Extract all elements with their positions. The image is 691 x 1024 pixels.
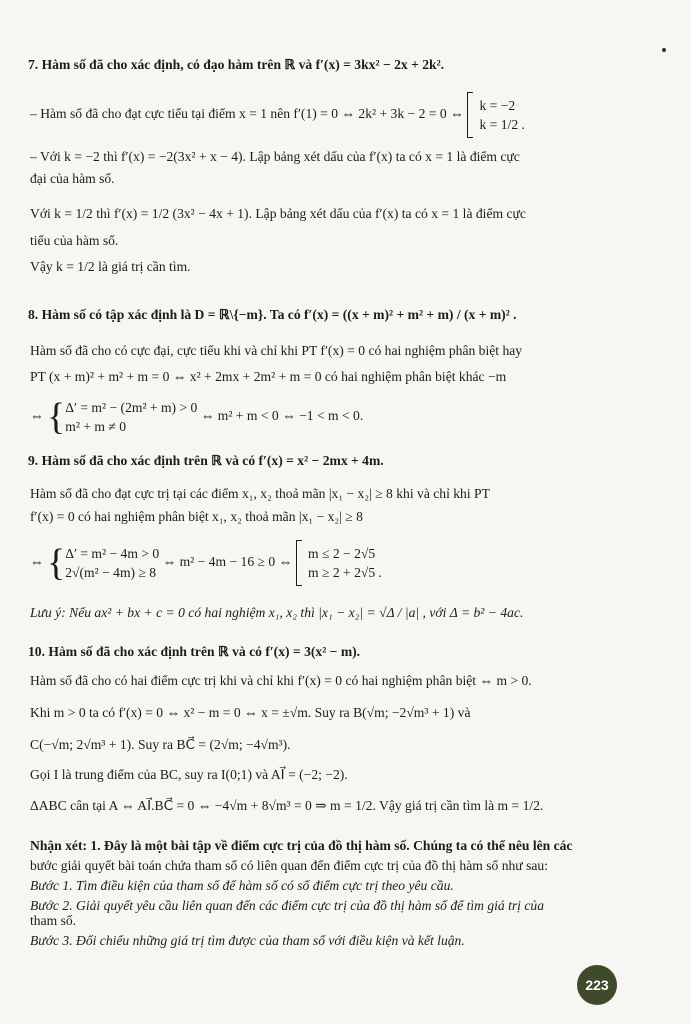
- remark-step1: Bước 1. Tìm điều kiện của tham số để hàm số có số điểm cực trị theo yêu cầu.: [30, 878, 454, 893]
- problem-9-line2: f′(x) = 0 có hai nghiệm phân biệt x₁, x₂ thoả mãn |x₁ − x₂| ≥ 8: [30, 509, 363, 524]
- problem-7-case1: – Với k = −2 thì f′(x) = −2(3x² + x − 4). Lập bảng xét dấu của f′(x) ta có x = 1 là điểm cực: [30, 149, 520, 164]
- problem-7-case1-end: đại của hàm số.: [30, 171, 115, 186]
- problem-7-conclusion: Vậy k = 1/2 là giá trị cần tìm.: [30, 259, 191, 274]
- remark-step2-end: tham số.: [30, 913, 77, 928]
- page-number-badge: 223: [577, 965, 617, 1005]
- problem-8-system: ⇔ {Δ′ = m² − (2m² + m) > 0 m² + m ≠ 0 ⇔ m² + m < 0 ⇔ −1 < m < 0.: [30, 396, 364, 438]
- problem-9-system: ⇔ {Δ′ = m² − 4m > 0 2√(m² − 4m) ≥ 8 ⇔ m² − 4m − 16 ≥ 0 ⇔ m ≤ 2 − 2√5 m ≥ 2 + 2√5 .: [30, 542, 382, 584]
- problem-7-statement: 7. Hàm số đã cho xác định, có đạo hàm trên ℝ và f′(x) = 3kx² − 2x + 2k².: [28, 57, 445, 72]
- problem-10-line5: ΔABC cân tại A ⇔ AI⃗.BC⃗ = 0 ⇔ −4√m + 8√m³ = 0 ⇒ m = 1/2. Vậy giá trị cần tìm là m = 1/2.: [30, 798, 544, 813]
- page-mark: [662, 48, 666, 52]
- problem-7-condition: – Hàm số đã cho đạt cực tiểu tại điểm x = 1 nên f′(1) = 0 ⇔ 2k² + 3k − 2 = 0 ⇔ k = −2 k = 1/2 .: [30, 92, 649, 138]
- problem-7-case2: Với k = 1/2 thì f′(x) = 1/2 (3x² − 4x + 1). Lập bảng xét dấu của f′(x) ta có x = 1 là điểm cực: [30, 206, 526, 221]
- remark-step2: Bước 2. Giải quyết yêu cầu liên quan đến các điểm cực trị của đồ thị hàm số để tìm giá trị của: [30, 898, 544, 913]
- problem-8-statement: 8. Hàm số có tập xác định là D = ℝ\{−m}. Ta có f′(x) = ((x + m)² + m² + m) / (x + m)² .: [28, 307, 517, 322]
- problem-10-line2: Khi m > 0 ta có f′(x) = 0 ⇔ x² − m = 0 ⇔ x = ±√m. Suy ra B(√m; −2√m³ + 1) và: [30, 705, 471, 720]
- problem-9-statement: 9. Hàm số đã cho xác định trên ℝ và có f′(x) = x² − 2mx + 4m.: [28, 453, 384, 468]
- remark-line1: Nhận xét: 1. Đây là một bài tập về điểm cực trị của đồ thị hàm số. Chúng ta có thể nêu lên các: [30, 838, 573, 853]
- bracket: [467, 92, 473, 138]
- problem-10-statement: 10. Hàm số đã cho xác định trên ℝ và có f′(x) = 3(x² − m).: [28, 644, 361, 659]
- problem-9-note: Lưu ý: Nếu ax² + bx + c = 0 có hai nghiệm x₁, x₂ thì |x₁ − x₂| = √Δ / |a| , với Δ = b² − 4ac.: [30, 605, 524, 620]
- problem-10-line4: Gọi I là trung điểm của BC, suy ra I(0;1) và AI⃗ = (−2; −2).: [30, 767, 348, 782]
- remark-step3: Bước 3. Đối chiếu những giá trị tìm được của tham số với điều kiện và kết luận.: [30, 933, 465, 948]
- problem-9-line1: Hàm số đã cho đạt cực trị tại các điểm x₁, x₂ thoả mãn |x₁ − x₂| ≥ 8 khi và chỉ khi PT: [30, 486, 490, 501]
- problem-10-line1: Hàm số đã cho có hai điểm cực trị khi và chỉ khi f′(x) = 0 có hai nghiệm phân biệt ⇔ m > 0.: [30, 673, 532, 688]
- bracket: [296, 540, 302, 586]
- problem-7-case2-end: tiểu của hàm số.: [30, 233, 119, 248]
- problem-8-line2: PT (x + m)² + m² + m = 0 ⇔ x² + 2mx + 2m² + m = 0 có hai nghiệm phân biệt khác −m: [30, 369, 507, 384]
- problem-10-line3: C(−√m; 2√m³ + 1). Suy ra BC⃗ = (2√m; −4√m³).: [30, 737, 291, 752]
- problem-8-line1: Hàm số đã cho có cực đại, cực tiểu khi và chỉ khi PT f′(x) = 0 có hai nghiệm phân biệt hay: [30, 343, 523, 358]
- remark-line2: bước giải quyết bài toán chứa tham số có liên quan đến điểm cực trị của đồ thị hàm số như sau:: [30, 858, 548, 873]
